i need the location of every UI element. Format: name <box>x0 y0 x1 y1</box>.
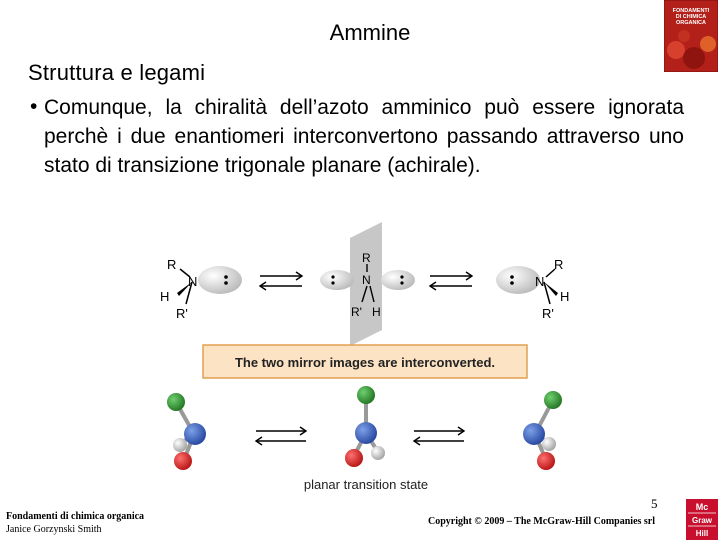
bullet-marker: • <box>30 95 38 118</box>
logo-line-2: Graw <box>691 516 713 525</box>
ball-stick-left <box>167 393 206 470</box>
equilibrium-arrows-left <box>260 272 302 290</box>
copyright-text: Copyright © 2009 – The McGraw-Hill Companies srl <box>428 516 656 527</box>
caption-bottom: planar transition state <box>303 477 429 492</box>
left-enantiomer <box>160 257 242 321</box>
left-atom: N <box>188 274 198 289</box>
logo-line-3: Hill <box>695 529 709 538</box>
book-cover-line-2: DI CHIMICA <box>675 14 707 20</box>
ball-stick-center <box>345 386 385 467</box>
slide-title: Ammine <box>329 20 411 45</box>
book-cover-line-1: FONDAMENTI <box>672 8 710 14</box>
right-sub1: R <box>554 257 564 272</box>
mcgraw-hill-logo <box>686 499 718 540</box>
double-arrow-left <box>256 427 306 445</box>
logo-line-1: Mc <box>695 502 709 512</box>
footer-author: Janice Gorzynski Smith <box>6 524 102 535</box>
left-sub3: R' <box>176 306 188 321</box>
caption-box-text: The two mirror images are interconverted. <box>234 355 496 370</box>
left-sub2: H <box>160 289 170 304</box>
nitrogen-inversion-figure <box>150 220 590 495</box>
footer-book-title: Fondamenti di chimica organica <box>6 511 145 522</box>
bullet-text: Comunque, la chiralità dell’azoto amminico può essere ignorata perchè i due enantiomeri interconvertono passando attraverso uno stato di transizione trigonale planare (achirale). <box>44 96 684 177</box>
equilibrium-arrows-right <box>430 272 472 290</box>
double-arrow-right <box>414 427 464 445</box>
left-sub1: R <box>167 257 177 272</box>
slide-subtitle: Struttura e legami <box>28 60 206 85</box>
right-sub2: H <box>560 289 570 304</box>
footer-book-info <box>6 510 144 536</box>
right-sub3: R' <box>542 306 554 321</box>
book-cover-line-3: ORGANICA <box>676 20 706 26</box>
right-atom: N <box>535 274 545 289</box>
center-sub2: R' <box>351 305 362 319</box>
center-atom: N <box>362 273 371 287</box>
right-enantiomer <box>496 257 569 321</box>
page-number: 5 <box>651 496 658 511</box>
book-cover-image <box>664 0 718 72</box>
ball-stick-right <box>523 391 562 470</box>
center-sub3: H <box>372 305 381 319</box>
center-sub1: R <box>362 251 371 265</box>
center-transition-state <box>320 222 415 346</box>
